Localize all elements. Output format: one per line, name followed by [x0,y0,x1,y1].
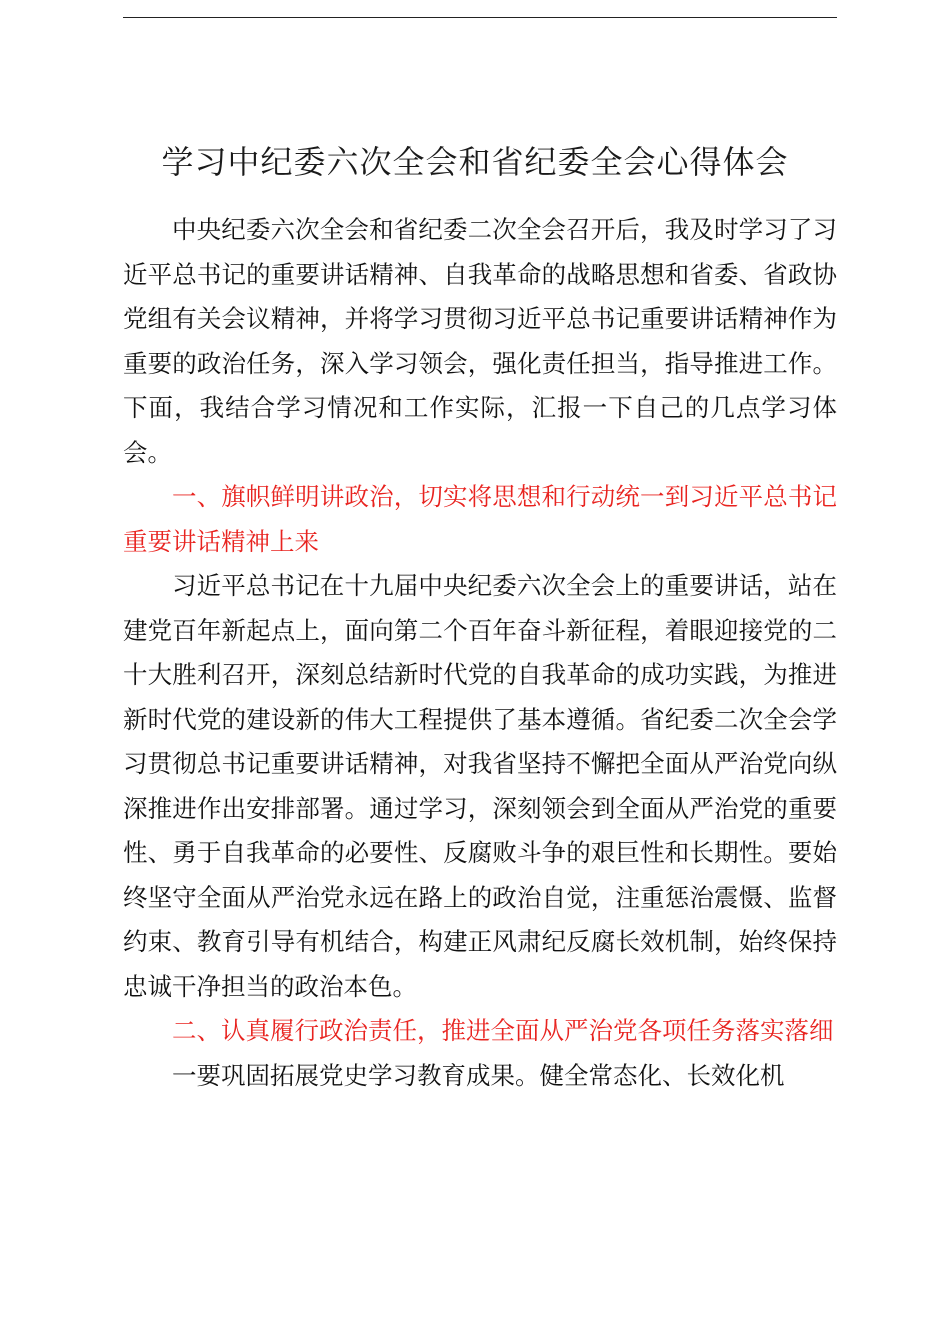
document-body [123,208,837,1098]
section-heading-1: 一、旗帜鲜明讲政治，切实将思想和行动统一到习近平总书记重要讲话精神上来 [123,482,837,556]
paragraph-intro: 中央纪委六次全会和省纪委二次全会召开后，我及时学习了习近平总书记的重要讲话精神、自我革命的战略思想和省委、省政协党组有关会议精神，并将学习贯彻习近平总书记重要讲话精神作为重要的政治任务，深入学习领会，强化责任担当，指导推进工作。下面，我结合学习情况和工作实际，汇报一下自己的几点学习体会。 [123,215,837,467]
document-title: 学习中纪委六次全会和省纪委全会心得体会 [161,143,789,181]
header-rule [123,17,837,18]
paragraph-section-1: 习近平总书记在十九届中央纪委六次全会上的重要讲话，站在建党百年新起点上，面向第二个百年奋斗新征程，着眼迎接党的二十大胜利召开，深刻总结新时代党的自我革命的成功实践，为推进新时代党的建设新的伟大工程提供了基本遵循。省纪委二次全会学习贯彻总书记重要讲话精神，对我省坚持不懈把全面从严治党向纵深推进作出安排部署。通过学习，深刻领会到全面从严治党的重要性、勇于自我革命的必要性、反腐败斗争的艰巨性和长期性。要始终坚守全面从严治党永远在路上的政治自觉，注重惩治震慑、监督约束、教育引导有机结合，构建正风肃纪反腐长效机制，始终保持忠诚干净担当的政治本色。 [123,571,837,1001]
paragraph-section-2: 一要巩固拓展党史学习教育成果。健全常态化、长效化机 [172,1060,785,1090]
section-heading-2: 二、认真履行政治责任，推进全面从严治党各项任务落实落细 [172,1016,834,1045]
